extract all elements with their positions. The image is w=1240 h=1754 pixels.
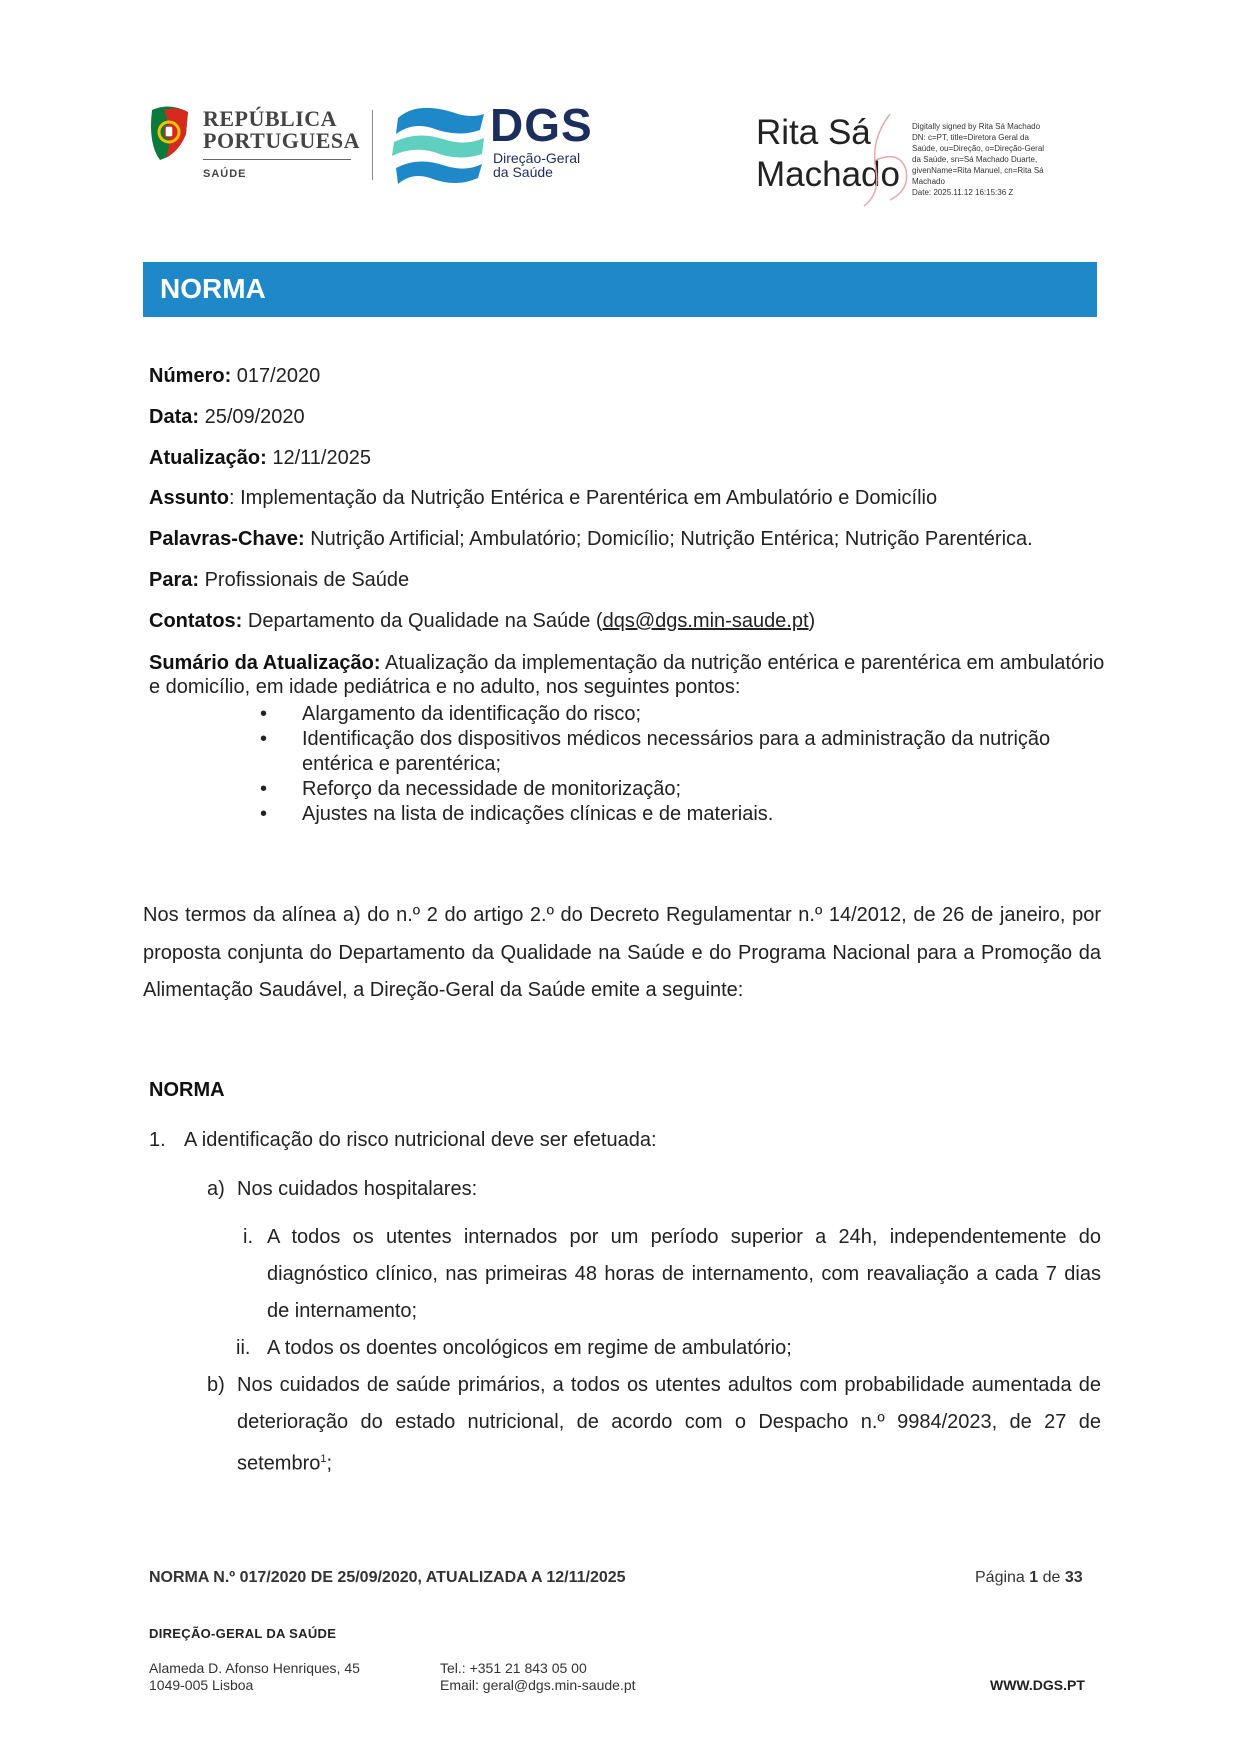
intro-paragraph: Nos termos da alínea a) do n.º 2 do artigo 2.º do Decreto Regulamentar n.º 14/2012, de 26 de janeiro, por proposta conjunta do Departamento da Qualidade na Saúde e do Programa Nacional para a Promoção da Alimentação Saudável, a Direção-Geral da Saúde emite a seguinte: [143, 904, 1101, 1001]
footer-website-link[interactable]: WWW.DGS.PT [990, 1677, 1085, 1693]
page-of: de [1038, 1569, 1065, 1586]
meta-label: Para: [149, 569, 200, 591]
meta-value: Atualização da implementação da nutrição entérica e parentérica em ambulatório e domicílio, em idade pediátrica e no adulto, nos seguintes pontos: [149, 652, 1105, 698]
republica-portuguesa-wordmark [203, 108, 360, 152]
meta-value: Departamento da Qualidade na Saúde ( [242, 610, 603, 632]
dgs-sub-line2: da Saúde [493, 164, 553, 180]
signature-detail-line: Digitally signed by Rita Sá Machado [912, 122, 1041, 131]
meta-value-close: ) [808, 610, 816, 632]
meta-assunto [149, 486, 1109, 510]
signature-name-line2: Machado [756, 155, 900, 194]
republica-line2: PORTUGUESA [203, 128, 361, 153]
signature-details [912, 121, 1062, 198]
item-number: b) [207, 1374, 225, 1396]
signature-name-line1: Rita Sá [756, 113, 871, 152]
page-label: Página [975, 1569, 1030, 1586]
item-text: A identificação do risco nutricional deve ser efetuada: [184, 1129, 657, 1151]
list-item [260, 727, 1080, 777]
item-number: a) [207, 1178, 225, 1200]
item-i [243, 1219, 1101, 1330]
footer-tel: Tel.: +351 21 843 05 00 [440, 1660, 587, 1676]
address-line: 1049-005 Lisboa [149, 1677, 254, 1693]
meta-sumario [149, 651, 1109, 699]
signature-detail-line: DN: c=PT, title=Diretora Geral da [912, 133, 1029, 142]
meta-value: 25/09/2020 [199, 406, 305, 428]
list-item [260, 777, 1080, 802]
meta-label: Palavras-Chave: [149, 528, 305, 550]
bullet-text: Alargamento da identificação do risco; [302, 703, 642, 725]
signature-flourish-icon [850, 110, 920, 210]
item-ii [236, 1330, 1101, 1367]
meta-label: Data: [149, 406, 200, 428]
item-text: Nos cuidados hospitalares: [237, 1178, 478, 1200]
title-banner [143, 262, 1097, 317]
item-text [237, 1367, 1101, 1483]
meta-value: Profissionais de Saúde [199, 569, 410, 591]
footnote-ref[interactable]: 1 [320, 1453, 327, 1465]
meta-palavras-chave [149, 527, 1109, 551]
section-heading: NORMA [149, 1079, 225, 1101]
dgs-sub-line1: Direção-Geral [493, 150, 581, 166]
banner-title: NORMA [160, 273, 266, 304]
signature-detail-line: Machado [912, 177, 945, 186]
meta-label: Assunto [149, 487, 229, 509]
meta-label: Número: [149, 365, 232, 387]
meta-atualizacao [149, 446, 1109, 470]
signature-detail-line: da Saúde, sn=Sá Machado Duarte, [912, 155, 1038, 164]
dgs-subtitle [493, 151, 580, 179]
meta-value: 12/11/2025 [266, 447, 371, 469]
item-number: ii. [236, 1337, 251, 1359]
dgs-logo-icon [388, 104, 488, 186]
page-current: 1 [1029, 1569, 1039, 1586]
signature-detail-line: Date: 2025.11.12 16:15:36 Z [912, 188, 1014, 197]
item-number: i. [243, 1226, 253, 1248]
list-item [260, 702, 1080, 727]
item-b [207, 1367, 1101, 1483]
footer-email[interactable]: Email: geral@dgs.min-saude.pt [440, 1677, 636, 1693]
meta-numero [149, 364, 1109, 388]
portugal-emblem-icon [148, 104, 190, 164]
item-number: 1. [149, 1129, 166, 1151]
meta-para [149, 568, 1109, 592]
meta-label: Contatos: [149, 610, 243, 632]
meta-label: Sumário da Atualização: [149, 652, 381, 674]
address-line: Alameda D. Afonso Henriques, 45 [149, 1660, 360, 1676]
footer-contact [440, 1660, 636, 1694]
bullet-text: Identificação dos dispositivos médicos necessários para a administração da nutrição entérica e parentérica; [302, 728, 1051, 775]
bullet-symbol: • [260, 703, 268, 725]
bullet-symbol: • [260, 728, 268, 750]
meta-contatos [149, 609, 1109, 633]
sumario-bullet-list [260, 702, 1080, 827]
bullet-symbol: • [260, 803, 268, 825]
footer-norma-ref: NORMA N.º 017/2020 DE 25/09/2020, ATUALIZADA A 12/11/2025 [149, 1569, 626, 1586]
meta-data [149, 405, 1109, 429]
meta-value: Nutrição Artificial; Ambulatório; Domicílio; Nutrição Entérica; Nutrição Parentérica. [304, 528, 1033, 550]
bullet-symbol: • [260, 778, 268, 800]
signature-detail-line: Saúde, ou=Direção, o=Direção-Geral [912, 144, 1045, 153]
dgs-title: DGS [490, 99, 593, 151]
republica-line1: REPÚBLICA [203, 106, 338, 131]
footer-org: DIREÇÃO-GERAL DA SAÚDE [149, 1626, 337, 1641]
item-1 [149, 1122, 1099, 1159]
item-a [207, 1171, 1099, 1208]
republica-rule [203, 159, 351, 160]
item-text: A todos os utentes internados por um período superior a 24h, independentemente do diagnóstico clínico, nas primeiras 48 horas de internamento, com reavaliação a cada 7 dias de internamento; [267, 1226, 1101, 1322]
bullet-text: Reforço da necessidade de monitorização; [302, 778, 682, 800]
page-total: 33 [1064, 1569, 1083, 1586]
signature-detail-line: givenName=Rita Manuel, cn=Rita Sá [912, 166, 1044, 175]
list-item [260, 802, 1080, 827]
footer-address [149, 1660, 360, 1694]
republica-sub: SAÚDE [203, 168, 247, 180]
item-b-text: Nos cuidados de saúde primários, a todos os utentes adultos com probabilidade aumentada de deterioração do estado nutricional, de acordo com o Despacho n.º 9984/2023, de 27 de setembro [237, 1374, 1101, 1475]
meta-value: : Implementação da Nutrição Entérica e Parentérica em Ambulatório e Domicílio [229, 487, 938, 509]
bullet-text: Ajustes na lista de indicações clínicas e de materiais. [302, 803, 774, 825]
item-text: A todos os doentes oncológicos em regime de ambulatório; [267, 1337, 792, 1359]
header-divider [372, 110, 373, 180]
contatos-email-link[interactable]: dqs@dgs.min-saude.pt [602, 610, 809, 632]
footer-page-number [975, 1569, 1083, 1587]
item-b-end: ; [326, 1452, 333, 1475]
meta-label: Atualização: [149, 447, 267, 469]
meta-value: 017/2020 [231, 365, 321, 387]
